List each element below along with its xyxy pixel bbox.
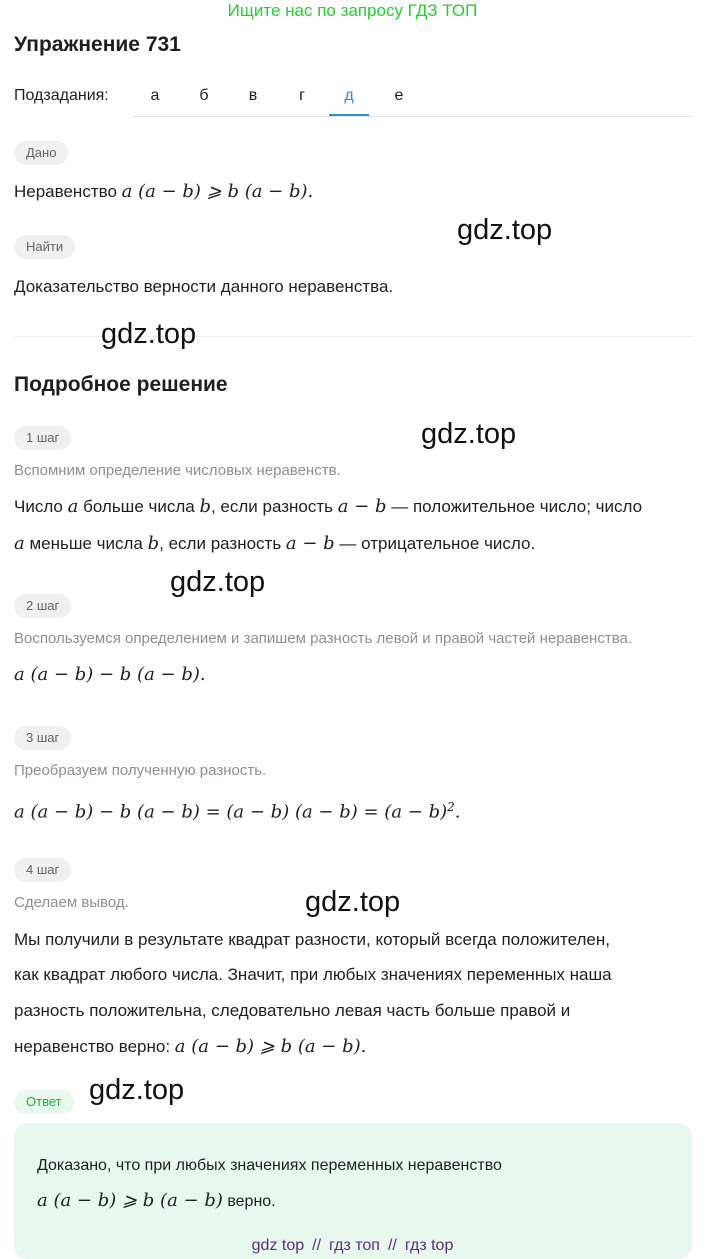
step-2-pill: 2 шаг: [14, 594, 71, 618]
step-3-pill: 3 шаг: [14, 726, 71, 750]
step-1-text: , если разность: [159, 534, 286, 553]
step-4-line-1: Мы получили в результате квадрат разности, который всегда положителен,: [14, 930, 610, 949]
search-banner[interactable]: Ищите нас по запросу ГДЗ ТОП: [227, 1, 478, 20]
given-formula: a (a − b) ⩾ b (a − b).: [121, 181, 314, 202]
tab-a[interactable]: а: [150, 87, 160, 104]
watermark: gdz.top: [170, 566, 266, 598]
step-4-prefix: неравенство верно:: [14, 1037, 175, 1056]
step-1-math: b: [199, 496, 211, 517]
watermark: gdz.top: [89, 1074, 185, 1106]
watermark: gdz.top: [421, 418, 517, 450]
step-1-math: b: [147, 533, 160, 554]
step-4-hint: Сделаем вывод.: [14, 894, 129, 911]
tab-e[interactable]: е: [394, 87, 404, 104]
step-1-math: a − b: [337, 496, 387, 517]
step-1-math: a − b: [285, 533, 335, 554]
watermark: gdz.top: [305, 886, 401, 918]
step-1-text: меньше числа: [24, 534, 148, 553]
step-3-end: .: [454, 801, 461, 823]
step-1-text: — положительное число; число: [386, 497, 643, 516]
step-1-line-1: [14, 496, 642, 518]
subtasks-label: Подзадания:: [14, 87, 109, 104]
step-1-text: , если разность: [210, 497, 338, 516]
step-4-line-2: как квадрат любого числа. Значит, при любых значениях переменных наша: [14, 965, 612, 984]
given-text: [14, 181, 313, 203]
step-4-pill: 4 шаг: [14, 858, 71, 882]
step-2-math: a (a − b) − b (a − b).: [14, 664, 206, 685]
watermark: gdz.top: [457, 214, 553, 246]
find-text: Доказательство верности данного неравенства.: [14, 277, 394, 296]
step-4-math: a (a − b) ⩾ b (a − b).: [174, 1036, 367, 1057]
watermark: gdz.top: [101, 318, 197, 350]
given-prefix: Неравенство: [14, 182, 122, 201]
answer-line-2: [37, 1189, 276, 1214]
tab-g[interactable]: г: [299, 87, 305, 104]
answer-formula: a (a − b) ⩾ b (a − b): [37, 1190, 223, 1211]
step-2-hint: Воспользуемся определением и запишем разность левой и правой частей неравенства.: [14, 630, 633, 647]
step-1-math: a: [14, 533, 25, 554]
footer-link[interactable]: гдз топ: [329, 1237, 380, 1254]
footer-link[interactable]: гдз top: [404, 1237, 454, 1254]
find-pill: Найти: [14, 235, 75, 259]
step-1-math: a: [67, 496, 79, 517]
answer-suffix: верно.: [222, 1193, 276, 1210]
step-1-text: — отрицательное число.: [334, 534, 536, 553]
page-title: Упражнение 731: [14, 33, 181, 56]
answer-line-1: Доказано, что при любых значениях переменных неравенство: [37, 1157, 502, 1174]
step-1-pill: 1 шаг: [14, 426, 71, 450]
step-3-exponent: 2: [447, 800, 455, 814]
solution-title: Подробное решение: [14, 373, 228, 396]
step-1-line-2: [14, 533, 535, 555]
step-3-hint: Преобразуем полученную разность.: [14, 762, 267, 779]
answer-pill: Ответ: [14, 1090, 74, 1114]
footer-separator: //: [387, 1237, 397, 1254]
step-4-line-3: разность положительна, следовательно левая часть больше правой и: [14, 1001, 571, 1020]
footer-separator: //: [312, 1237, 322, 1254]
step-2-formula: [14, 664, 206, 686]
step-4-line-4: [14, 1036, 366, 1058]
step-1-text: больше числа: [78, 497, 200, 516]
step-3-formula: [14, 796, 461, 824]
given-pill: Дано: [14, 141, 68, 165]
step-1-hint: Вспомним определение числовых неравенств.: [14, 462, 341, 479]
tab-b[interactable]: б: [199, 87, 209, 104]
tab-v[interactable]: в: [248, 87, 258, 104]
step-1-text: Число: [14, 497, 68, 516]
footer-links: [0, 1233, 705, 1259]
subtasks-tabs: [133, 78, 692, 117]
step-3-math: a (a − b) − b (a − b) = (a − b) (a − b) = (a − b): [14, 801, 448, 823]
footer-link[interactable]: gdz top: [251, 1237, 305, 1254]
tab-d[interactable]: д: [329, 86, 369, 116]
